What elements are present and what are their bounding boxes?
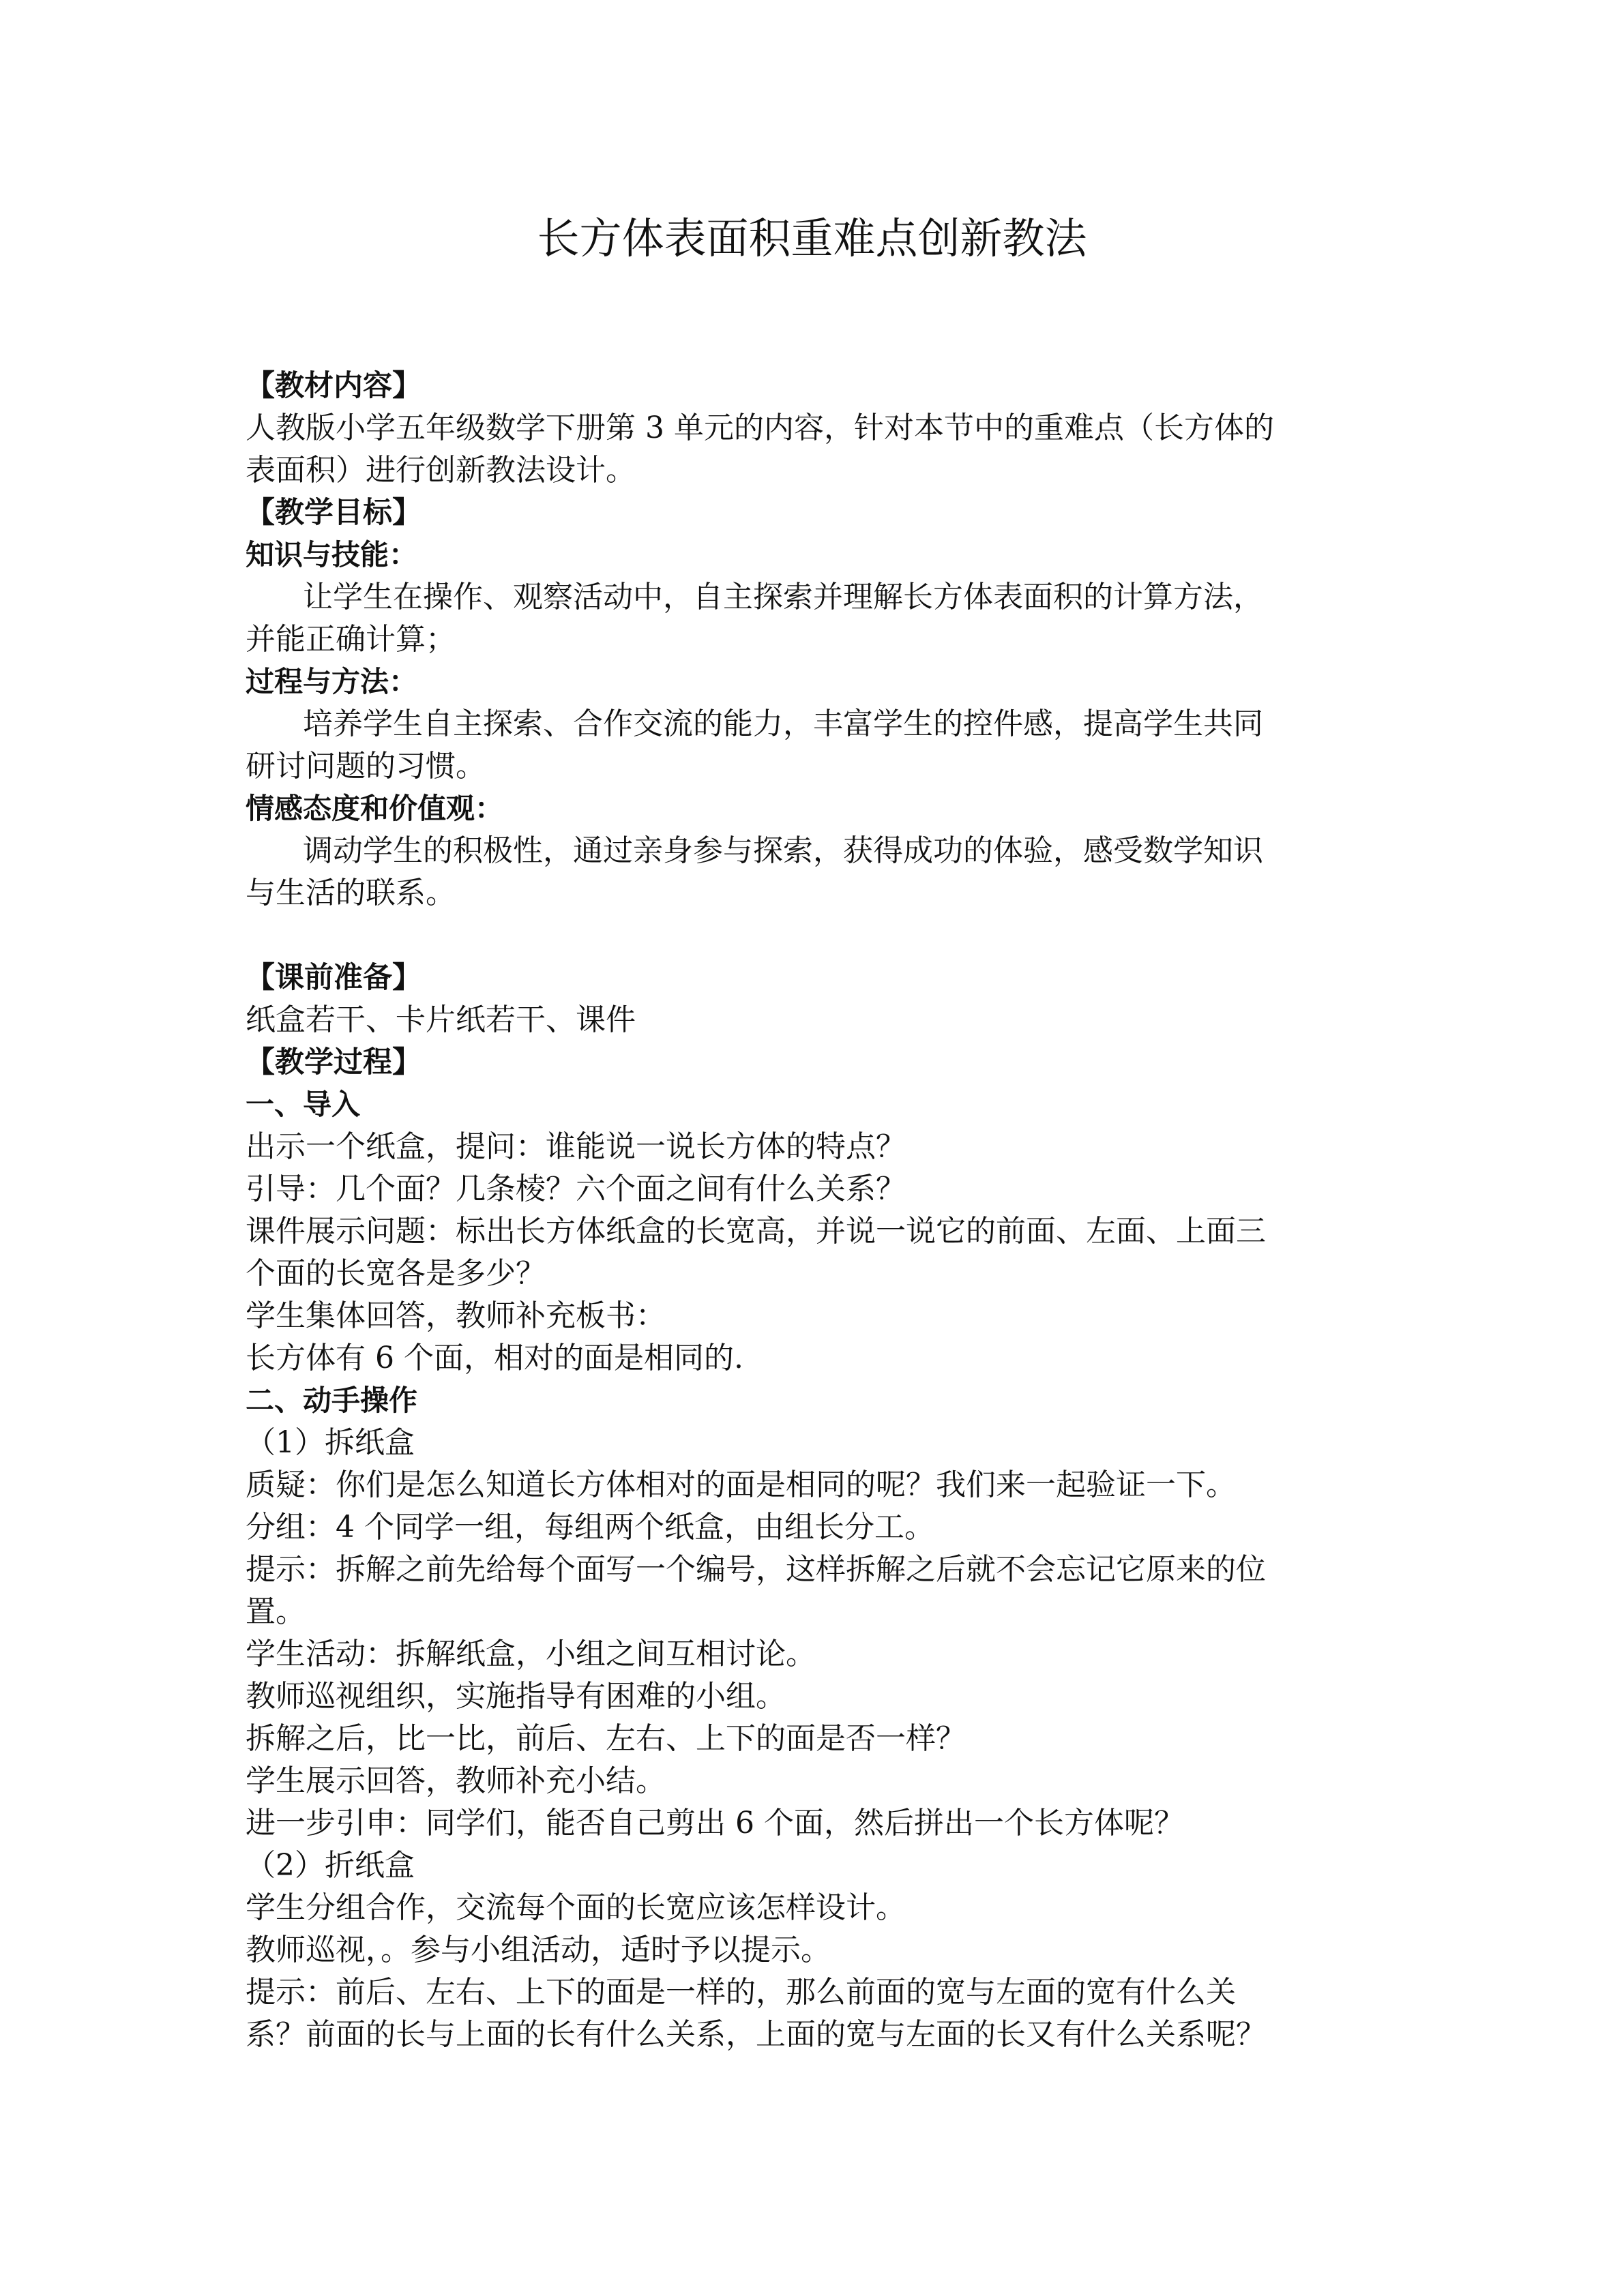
section-heading-prep: 【课前准备】 — [246, 961, 422, 995]
paragraph-line: 学生集体回答，教师补充板书： — [246, 1298, 666, 1333]
paragraph-line: 教师巡视组织，实施指导有困难的小组。 — [246, 1679, 786, 1714]
step-heading-unfold-box: （1）拆纸盒 — [246, 1425, 415, 1460]
paragraph-line: 置。 — [246, 1594, 306, 1629]
paragraph-line: 让学生在操作、观察活动中，自主探索并理解长方体表面积的计算方法， — [303, 580, 1263, 614]
paragraph-line: 提示：拆解之前先给每个面写一个编号，这样拆解之后就不会忘记它原来的位 — [246, 1552, 1266, 1587]
paragraph-line: 学生活动：拆解纸盒，小组之间互相讨论。 — [246, 1637, 816, 1671]
paragraph-line: 提示：前后、左右、上下的面是一样的，那么前面的宽与左面的宽有什么关 — [246, 1975, 1236, 2010]
paragraph-line: 与生活的联系。 — [246, 876, 456, 910]
paragraph-line: 引导：几个面？几条棱？六个面之间有什么关系？ — [246, 1172, 906, 1206]
paragraph-line: 教师巡视，。参与小组活动，适时予以提示。 — [246, 1933, 831, 1967]
section-heading-materials: 【教材内容】 — [246, 369, 422, 403]
paragraph-line: 分组：4 个同学一组，每组两个纸盒，由组长分工。 — [246, 1510, 934, 1545]
paragraph-line: 学生展示回答，教师补充小结。 — [246, 1763, 666, 1798]
subheading-process: 过程与方法： — [246, 665, 418, 698]
paragraph-line: 学生分组合作，交流每个面的长宽应该怎样设计。 — [246, 1890, 906, 1925]
blank-line — [246, 914, 1371, 957]
document-title: 长方体表面积重难点创新教法 — [537, 213, 1087, 263]
section-heading-goals: 【教学目标】 — [246, 496, 422, 530]
paragraph-line: 拆解之后，比一比，前后、左右、上下的面是否一样？ — [246, 1721, 966, 1756]
paragraph-line: 培养学生自主探索、合作交流的能力，丰富学生的控件感，提高学生共同 — [303, 706, 1263, 741]
subheading-knowledge: 知识与技能： — [246, 538, 418, 571]
paragraph-line: 调动学生的积极性，通过亲身参与探索，获得成功的体验，感受数学知识 — [303, 833, 1263, 868]
subheading-attitude: 情感态度和价值观： — [246, 792, 504, 825]
paragraph-line: 课件展示问题：标出长方体纸盒的长宽高，并说一说它的前面、左面、上面三 — [246, 1214, 1266, 1249]
step-heading-fold-box: （2）折纸盒 — [246, 1848, 415, 1883]
subheading-hands-on: 二、动手操作 — [246, 1384, 418, 1417]
paragraph-line: 出示一个纸盒，提问：谁能说一说长方体的特点？ — [246, 1129, 906, 1164]
paragraph-line: 个面的长宽各是多少？ — [246, 1256, 546, 1291]
paragraph-line: 纸盒若干、卡片纸若干、课件 — [246, 1002, 636, 1037]
paragraph-line: 人教版小学五年级数学下册第 3 单元的内容，针对本节中的重难点（长方体的 — [246, 411, 1274, 445]
paragraph-line: 并能正确计算； — [246, 622, 456, 657]
paragraph-line: 系？前面的长与上面的长有什么关系，上面的宽与左面的长又有什么关系呢？ — [246, 2017, 1266, 2052]
paragraph-line: 长方体有 6 个面，相对的面是相同的. — [246, 1341, 743, 1375]
section-heading-process: 【教学过程】 — [246, 1045, 422, 1079]
paragraph-line: 质疑：你们是怎么知道长方体相对的面是相同的呢？我们来一起验证一下。 — [246, 1467, 1236, 1502]
paragraph-line: 研讨问题的习惯。 — [246, 749, 486, 784]
subheading-intro: 一、导入 — [246, 1088, 361, 1121]
paragraph-line: 表面积）进行创新教法设计。 — [246, 453, 636, 488]
document-body — [246, 365, 1371, 2056]
paragraph-line: 进一步引申：同学们，能否自己剪出 6 个面，然后拼出一个长方体呢？ — [246, 1806, 1184, 1840]
